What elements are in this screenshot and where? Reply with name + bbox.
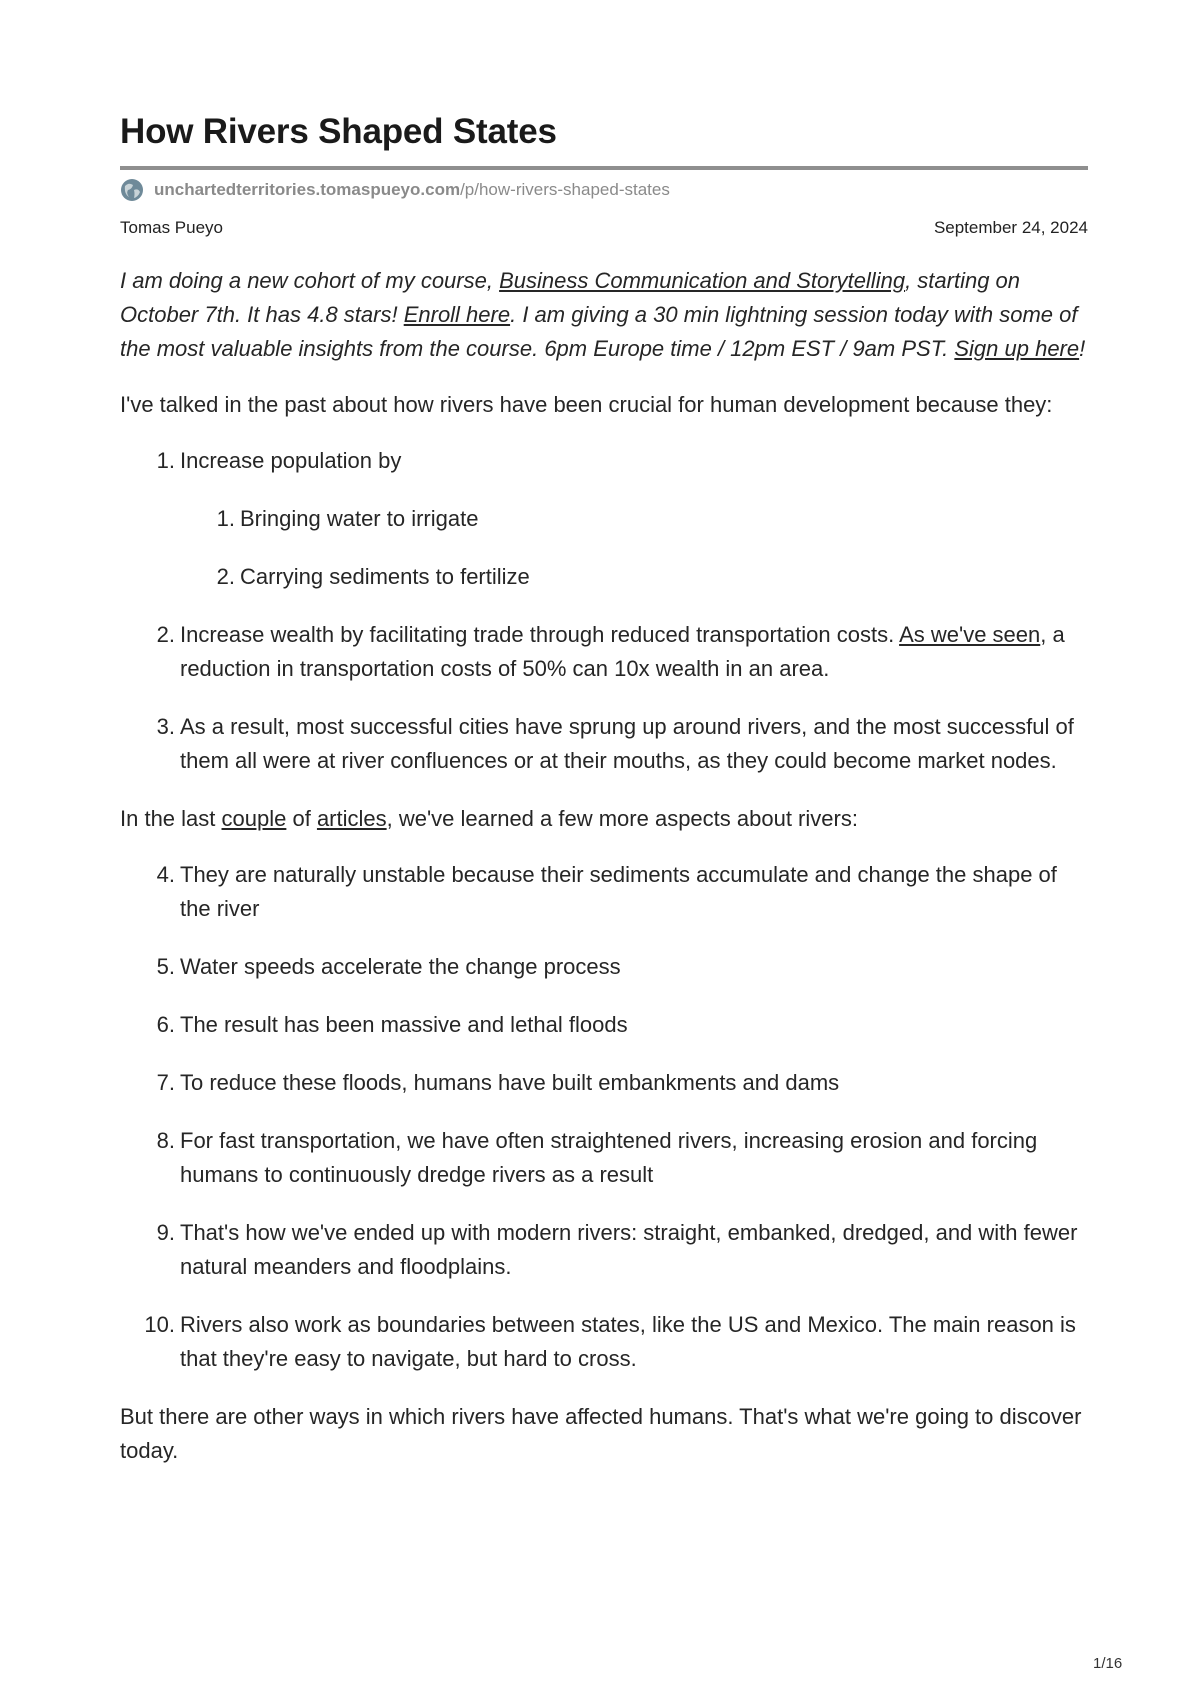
list-number: 1.	[216, 506, 235, 531]
source-link[interactable]	[120, 178, 670, 202]
list-number: 2.	[216, 564, 235, 589]
article-title: How Rivers Shaped States	[120, 112, 557, 151]
list-item-text: Increase wealth by facilitating trade through reduced transportation costs.	[180, 622, 900, 647]
intro-text: I am doing a new cohort of my course,	[120, 268, 500, 293]
list-number: 10.	[144, 1312, 175, 1337]
paragraph-text: , we've learned a few more aspects about rivers:	[386, 806, 858, 831]
intro-text: . I am giving a 30 min lightning session today with some of the most valuable insights from the course. 6pm Europe time / 12pm EST / 9am PST.	[120, 302, 1078, 361]
list-item	[120, 710, 1088, 778]
intro-text: !	[1079, 336, 1086, 361]
list-item	[120, 1124, 1088, 1192]
list-number: 4.	[156, 862, 175, 887]
source-domain[interactable]: unchartedterritories.tomaspueyo.com	[154, 180, 461, 199]
page-number: 1/16	[1093, 1655, 1123, 1672]
list-item-text: Bringing water to irrigate	[240, 506, 479, 531]
publish-date: September 24, 2024	[933, 218, 1088, 237]
paragraph-text: of	[286, 806, 317, 831]
list-item-text: , a reduction in transportation costs of 50% can 10x wealth in an area.	[180, 622, 1065, 681]
byline	[120, 218, 1088, 238]
list-item	[120, 1308, 1088, 1376]
list-item	[120, 618, 1088, 686]
list-item	[120, 1216, 1088, 1284]
list-number: 2.	[156, 622, 175, 647]
list-number: 1.	[156, 448, 175, 473]
paragraph: But there are other ways in which rivers have affected humans. That's what we're going to discover today.	[120, 1404, 1082, 1463]
author-name: Tomas Pueyo	[120, 218, 223, 237]
list-number: 5.	[156, 954, 175, 979]
list-item	[180, 502, 1088, 536]
paragraph: I've talked in the past about how rivers have been crucial for human development because they:	[120, 392, 1053, 417]
paragraph	[120, 802, 1088, 836]
articles-link[interactable]: articles	[316, 806, 387, 831]
list-item-text: To reduce these floods, humans have built embankments and dams	[180, 1070, 840, 1095]
course-link[interactable]: Business Communication and Storytelling	[499, 268, 906, 293]
list-item-text: Water speeds accelerate the change process	[180, 954, 621, 979]
sign-up-link[interactable]: Sign up here	[954, 336, 1080, 361]
list-item-text: For fast transportation, we have often straightened rivers, increasing erosion and forcing humans to continuously dredge rivers as a result	[180, 1128, 1038, 1187]
as-weve-seen-link[interactable]: As we've seen	[899, 622, 1041, 647]
list-item-text: Rivers also work as boundaries between states, like the US and Mexico. The main reason is that they're easy to navigate, but hard to cross.	[180, 1312, 1076, 1371]
intro-text: , starting on October 7th. It has 4.8 stars!	[120, 268, 1021, 327]
list-number: 6.	[156, 1012, 175, 1037]
list-item	[120, 1066, 1088, 1100]
site-favicon-icon	[120, 178, 144, 202]
enroll-link[interactable]: Enroll here	[403, 302, 511, 327]
list-item	[120, 858, 1088, 926]
title-divider	[120, 166, 1088, 170]
list-item-text: Increase population by	[180, 448, 402, 473]
river-aspects-list	[120, 858, 1088, 1376]
list-number: 7.	[156, 1070, 175, 1095]
river-benefits-list	[120, 444, 1088, 778]
list-number: 9.	[156, 1220, 175, 1245]
paragraph-text: In the last	[120, 806, 222, 831]
source-path[interactable]: /p/how-rivers-shaped-states	[460, 180, 670, 199]
list-number: 8.	[156, 1128, 175, 1153]
sub-list	[180, 502, 1088, 594]
list-item-text: The result has been massive and lethal floods	[180, 1012, 628, 1037]
list-item	[180, 560, 1088, 594]
list-item	[120, 950, 1088, 984]
list-item-text: That's how we've ended up with modern rivers: straight, embanked, dredged, and with fewer natural meanders and floodplains.	[180, 1220, 1078, 1279]
list-item-text: As a result, most successful cities have sprung up around rivers, and the most successful of them all were at river confluences or at their mouths, as they could become market nodes.	[180, 714, 1074, 773]
list-item-text: Carrying sediments to fertilize	[240, 564, 530, 589]
list-item	[120, 444, 1088, 594]
list-item	[120, 1008, 1088, 1042]
article-body	[120, 264, 1088, 1490]
list-number: 3.	[156, 714, 175, 739]
couple-link[interactable]: couple	[221, 806, 287, 831]
course-announcement	[120, 264, 1088, 366]
list-item-text: They are naturally unstable because their sediments accumulate and change the shape of the river	[180, 862, 1057, 921]
